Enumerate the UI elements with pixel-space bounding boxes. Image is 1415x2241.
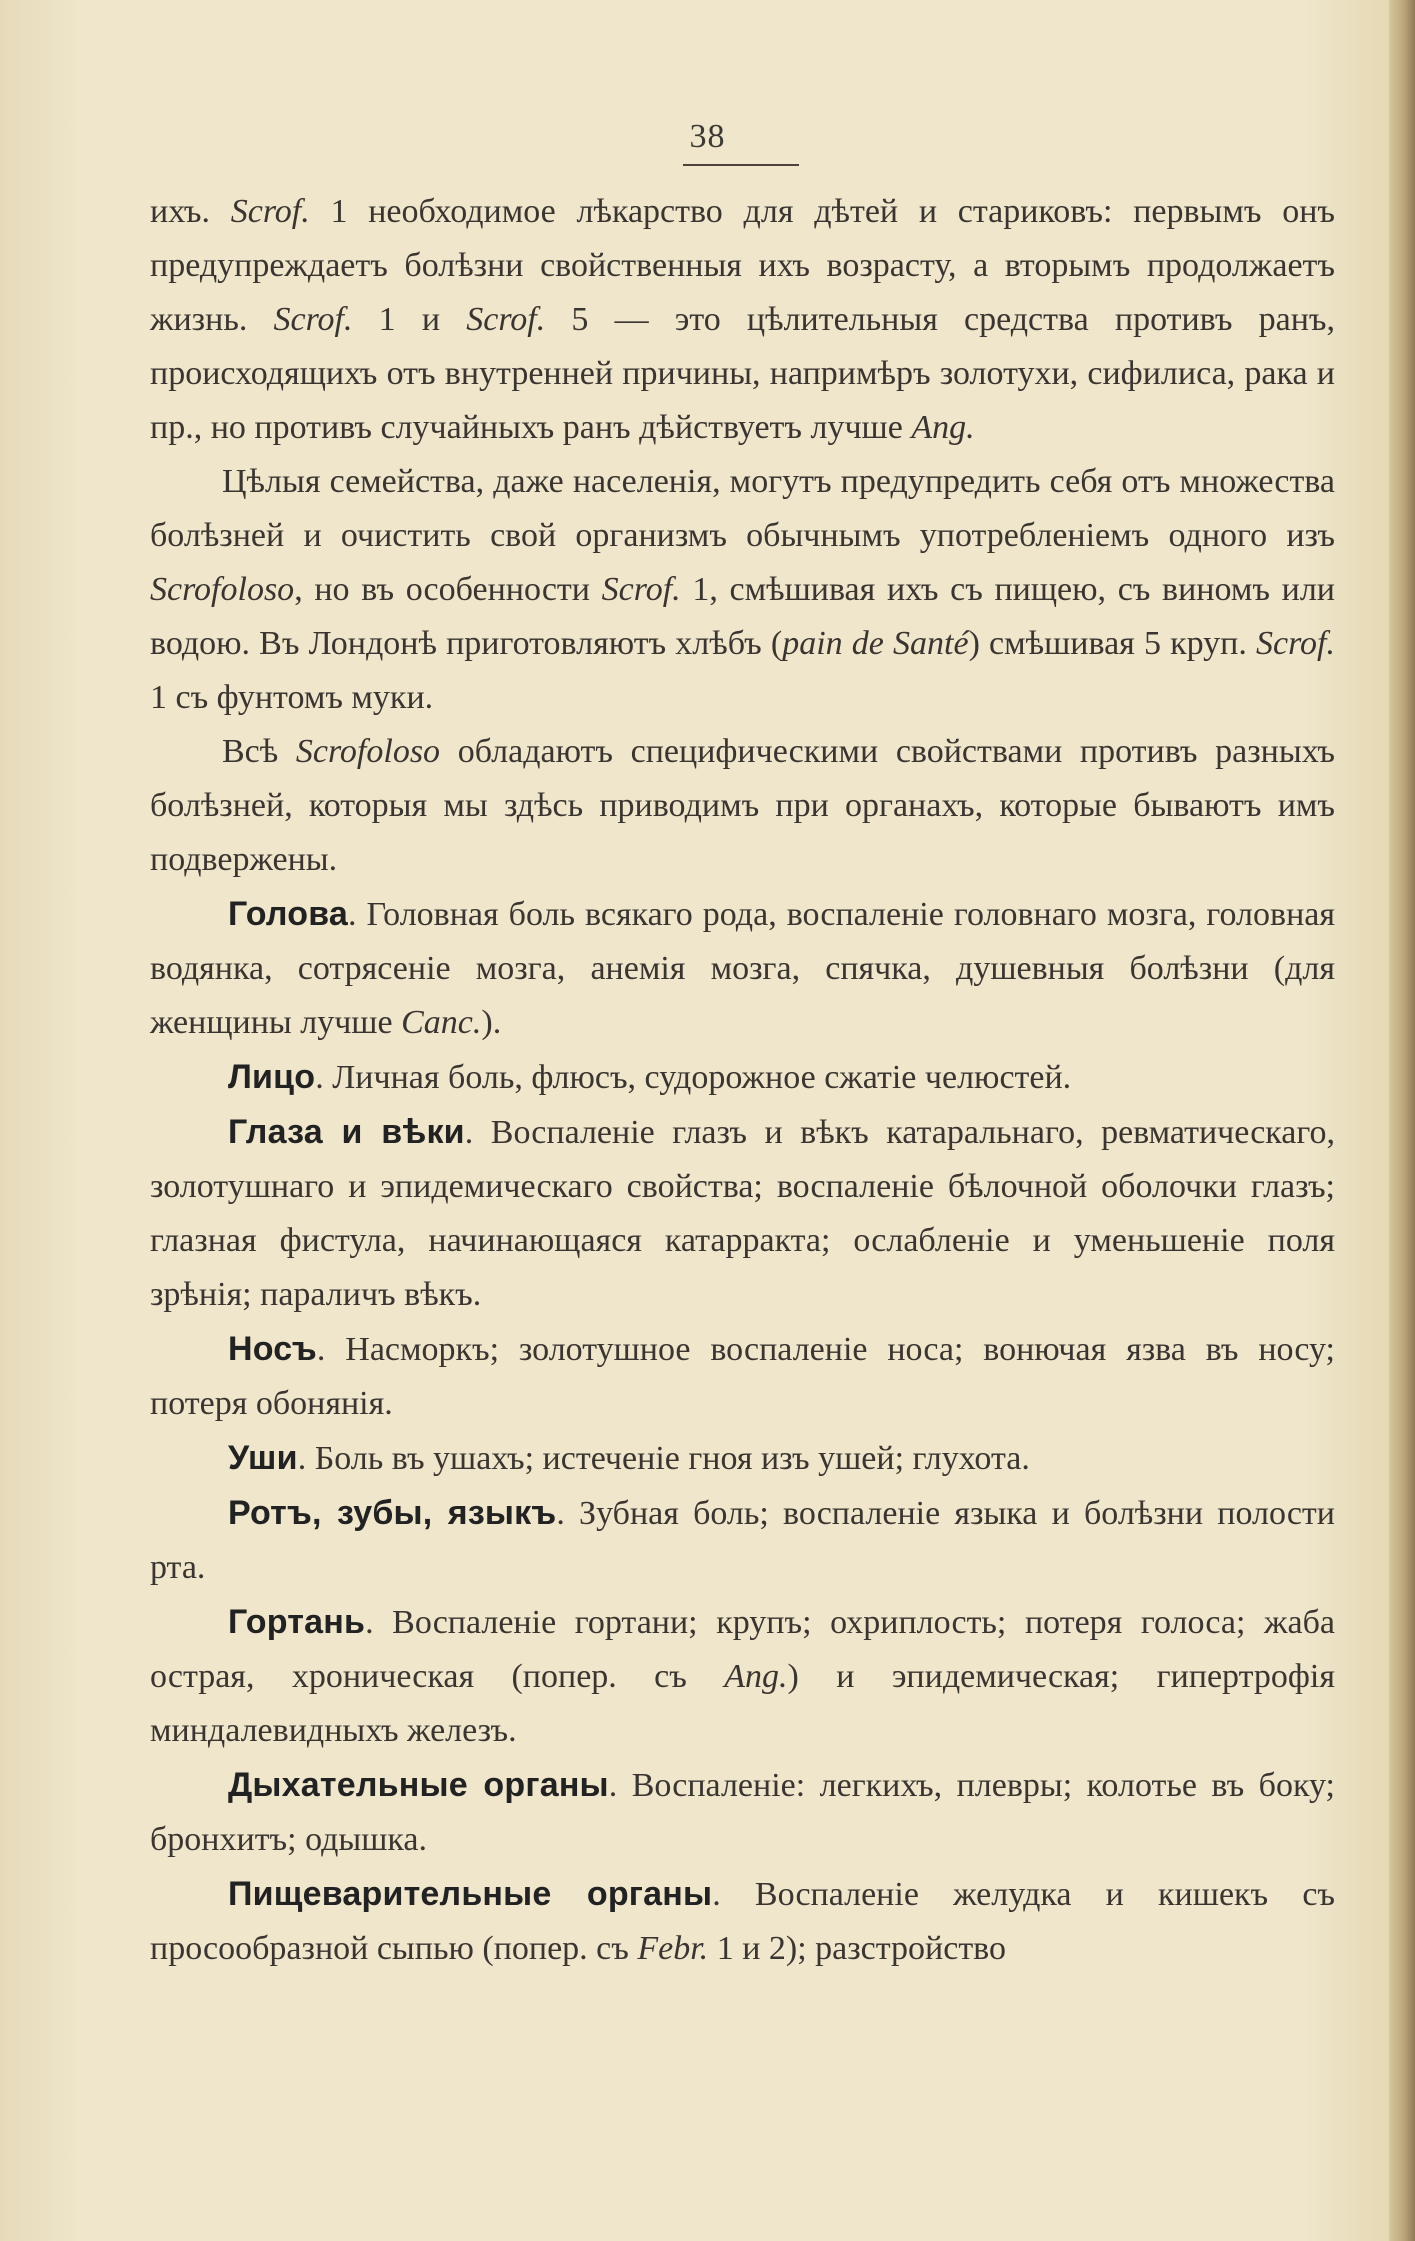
organ-entry-paragraph xyxy=(150,1431,1335,1486)
remedy-name: Scrof. xyxy=(230,193,310,230)
page-number: 38 xyxy=(689,118,726,155)
text-run: Цѣлыя семейства, даже населенія, могутъ предупредить себя отъ множества болѣзней и очистить свой организмъ обычнымъ употребленіемъ одного изъ xyxy=(150,463,1335,554)
text-run: 5 — это цѣлительныя средства противъ ранъ, происходящихъ отъ внутренней причины, напримѣръ золотухи, сифилиса, рака и пр., но противъ случайныхъ ранъ дѣйствуетъ лучше xyxy=(150,301,1335,446)
remedy-name: Canc. xyxy=(401,1004,482,1041)
text-run: 1 и 2); разстройство xyxy=(708,1930,1007,1967)
organ-heading: Дыхательные органы xyxy=(228,1766,609,1804)
remedy-name: Scrof. xyxy=(466,301,546,338)
text-run: ихъ. xyxy=(150,193,231,230)
remedy-name: Scrofoloso xyxy=(150,571,295,608)
organ-heading: Носъ xyxy=(228,1330,317,1368)
remedy-name: Scrofoloso xyxy=(295,733,441,770)
text-paragraph xyxy=(150,725,1335,887)
remedy-name: Scrof. xyxy=(273,301,353,338)
organ-entry-paragraph xyxy=(150,1595,1335,1758)
text-run: 1, смѣшивая ихъ съ пищею, съ виномъ или водою. Въ Лондонѣ приготовляютъ хлѣбъ ( xyxy=(150,571,1335,662)
remedy-name: Scrof. xyxy=(601,571,681,608)
text-run: ). xyxy=(481,1004,502,1041)
organ-entry-paragraph xyxy=(150,1486,1335,1595)
text-run: Всѣ xyxy=(222,733,296,770)
page-header xyxy=(0,118,1415,166)
remedy-name: pain de Santé xyxy=(782,625,969,662)
organ-heading: Уши xyxy=(228,1439,298,1477)
text-run: . Воспаленіе глазъ и вѣкъ катаральнаго, ревматическаго, золотушнаго и эпидемическаго свойства; воспаленіе бѣлочной оболочки глазъ; глазная фистула, начинающаяся катарракта; ослабленіе и уменьшеніе поля зрѣнія; параличъ вѣкъ. xyxy=(150,1114,1335,1313)
text-run: . Воспаленіе: легкихъ, плевры; колотье въ боку; бронхитъ; одышка. xyxy=(150,1767,1335,1858)
book-spine-edge xyxy=(1389,0,1415,2241)
organ-entry-paragraph xyxy=(150,1105,1335,1322)
text-run: . Зубная боль; воспаленіе языка и болѣзни полости рта. xyxy=(150,1495,1335,1586)
text-run: 1 необходимое лѣкарство для дѣтей и стариковъ: первымъ онъ предупреждаетъ болѣзни свойственныя ихъ возрасту, а вторымъ продолжаетъ жизнь. xyxy=(150,193,1336,338)
organ-heading: Голова xyxy=(228,895,348,933)
organ-heading: Ротъ, зубы, языкъ xyxy=(228,1494,557,1532)
organ-entry-paragraph xyxy=(150,1050,1335,1105)
organ-entry-paragraph xyxy=(150,1758,1335,1867)
organ-heading: Пищеварительные органы xyxy=(228,1875,713,1913)
text-run: 1 и xyxy=(352,301,467,338)
organ-entry-paragraph xyxy=(150,1867,1335,1976)
organ-heading: Гортань xyxy=(228,1603,366,1641)
text-run: , но въ особенности xyxy=(294,571,602,608)
remedy-name: Ang. xyxy=(724,1658,788,1695)
organ-entry-paragraph xyxy=(150,887,1335,1050)
header-rule xyxy=(683,164,799,166)
organ-heading: Лицо xyxy=(228,1058,316,1096)
remedy-name: Scrof. xyxy=(1256,625,1336,662)
text-run: обладаютъ специфическими свойствами противъ разныхъ болѣзней, которыя мы здѣсь приводимъ при органахъ, которые бываютъ имъ подвержены. xyxy=(150,733,1335,878)
organ-heading: Глаза и вѣки xyxy=(228,1113,465,1151)
text-run: . Воспаленіе гортани; крупъ; охриплость; потеря голоса; жаба острая, хроническая (попер. съ xyxy=(150,1604,1335,1695)
text-paragraph xyxy=(150,185,1335,455)
text-run: . Насморкъ; золотушное воспаленіе носа; вонючая язва въ носу; потеря обонянія. xyxy=(150,1331,1335,1422)
text-run: 1 съ фунтомъ муки. xyxy=(150,679,434,716)
text-run: . Боль въ ушахъ; истеченіе гноя изъ ушей; глухота. xyxy=(297,1440,1030,1477)
remedy-name: Febr. xyxy=(637,1930,709,1967)
text-run: ) и эпидемическая; гипертрофія миндалевидныхъ железъ. xyxy=(150,1658,1335,1749)
text-run: . Личная боль, флюсъ, судорожное сжатіе челюстей. xyxy=(315,1059,1072,1096)
organ-entry-paragraph xyxy=(150,1322,1335,1431)
text-paragraph xyxy=(150,455,1335,725)
remedy-name: Ang. xyxy=(911,409,975,446)
body-text xyxy=(150,185,1335,1976)
text-run: . Головная боль всякаго рода, воспаленіе головнаго мозга, головная водянка, сотрясеніе мозга, анемія мозга, спячка, душевныя болѣзни (для женщины лучше xyxy=(150,896,1335,1041)
text-run: . Воспаленіе желудка и кишекъ съ просообразной сыпью (попер. съ xyxy=(150,1876,1335,1967)
text-run: ) смѣшивая 5 круп. xyxy=(968,625,1256,662)
